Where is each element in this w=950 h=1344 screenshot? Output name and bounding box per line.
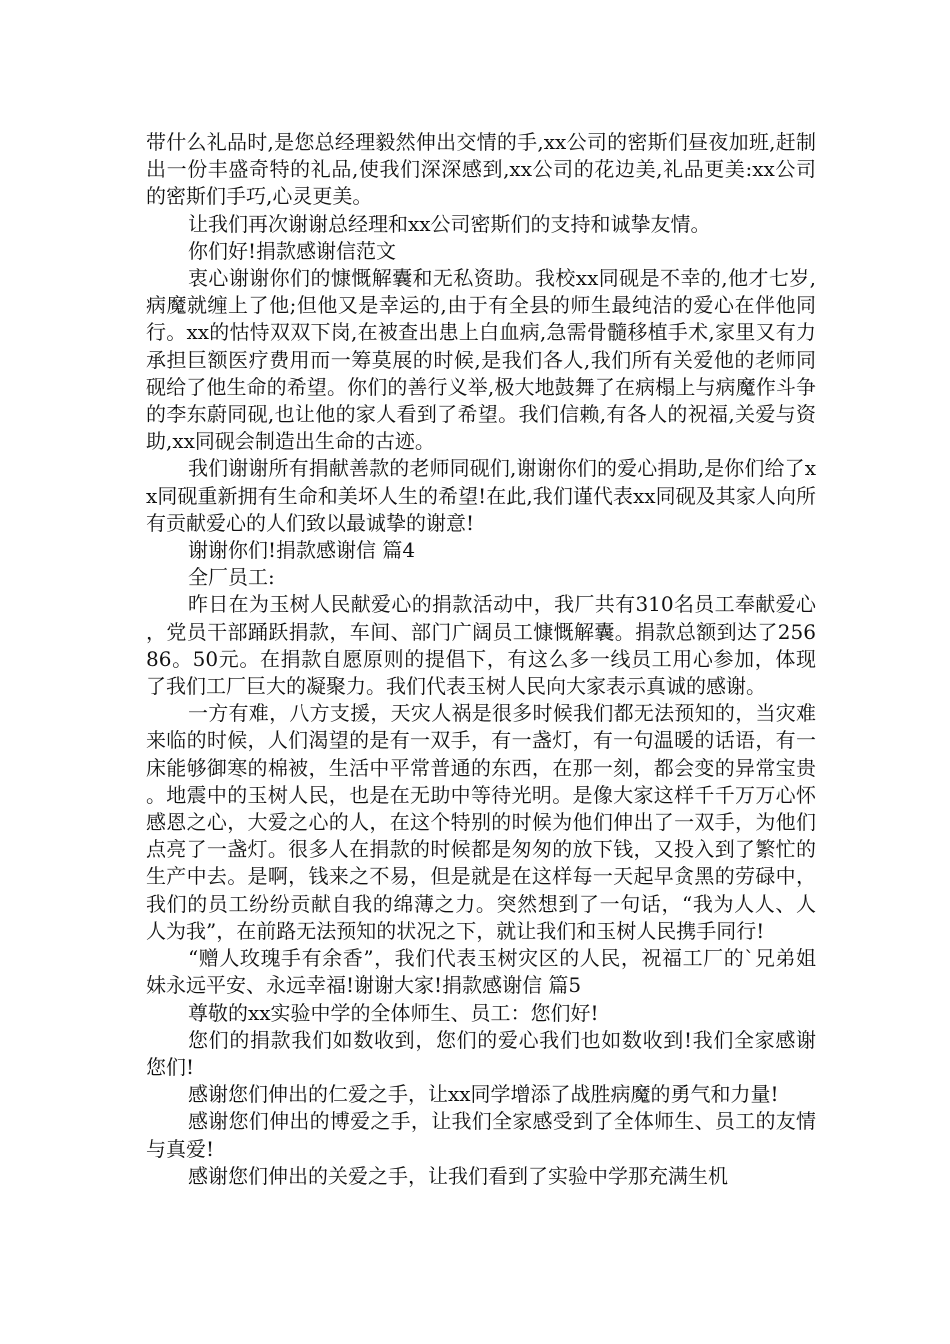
paragraph-2: 让我们再次谢谢总经理和xx公司密斯们的支持和诚挚友情。 (188, 211, 711, 236)
paragraph-9: 一方有难，八方支援，天灾人祸是很多时候我们都无法预知的，当灾难来临的时候，人们渴望的是有一双手，有一盏灯，有一句温暖的话语，有一床能够御寒的棉被，生活中平常普通的东西，在那一刻，都会变的异常宝贵。地震中的玉树人民，也是在无助中等待光明。是像大家这样千千万万心怀感恩之心，大爱之心的人，在这个特别的时候为他们伸出了一双手，为他们点亮了一盏灯。很多人在捐款的时候都是匆匆的放下钱，又投入到了繁忙的生产中去。是啊，钱来之不易，但是就是在这样每一天起早贪黑的劳碌中，我们的员工纷纷贡献自我的绵薄之力。突然想到了一句话，“我为人人、人人为我”，在前路无法预知的状况之下，就让我们和玉树人民携手同行! (146, 701, 816, 943)
paragraph-3: 你们好!捐款感谢信范文 (188, 238, 397, 263)
section-heading-4: 谢谢你们!捐款感谢信 篇4 (188, 538, 416, 563)
paragraph-12: 您们的捐款我们如数收到，您们的爱心我们也如数收到!我们全家感谢您们! (146, 1027, 816, 1079)
salutation-2: 尊敬的xx实验中学的全体师生、员工：您们好! (188, 1000, 599, 1025)
paragraph-15: 感谢您们伸出的关爱之手，让我们看到了实验中学那充满生机 (188, 1163, 728, 1188)
paragraph-8: 昨日在为玉树人民献爱心的捐款活动中，我厂共有310名员工奉献爱心，党员干部踊跃捐款，车间、部门广阔员工慷慨解囊。捐款总额到达了25686。50元。在捐款自愿原则的提倡下，有这么多一线员工用心参加，体现了我们工厂巨大的凝聚力。我们代表玉树人民向大家表示真诚的感谢。 (146, 592, 816, 699)
paragraph-1: 带什么礼品时,是您总经理毅然伸出交情的手,xx公司的密斯们昼夜加班,赶制出一份丰盛奇特的礼品,使我们深深感到,xx公司的花边美,礼品更美:xx公司的密斯们手巧,心灵更美。 (146, 130, 816, 209)
salutation: 全厂员工: (188, 565, 275, 590)
document-body (146, 129, 816, 1190)
paragraph-5: 我们谢谢所有捐献善款的老师同砚们,谢谢你们的爱心捐助,是你们给了xx同砚重新拥有生命和美坏人生的希望!在此,我们谨代表xx同砚及其家人向所有贡献爱心的人们致以最诚挚的谢意! (146, 456, 816, 535)
paragraph-10: “赠人玫瑰手有余香”，我们代表玉树灾区的人民，祝福工厂的`兄弟姐妹永远平安、永远幸福!谢谢大家!捐款感谢信 篇5 (146, 946, 816, 998)
paragraph-14: 感谢您们伸出的博爱之手，让我们全家感受到了全体师生、员工的友情与真爱! (146, 1109, 816, 1161)
paragraph-4: 衷心谢谢你们的慷慨解囊和无私资助。我校xx同砚是不幸的,他才七岁,病魔就缠上了他;但他又是幸运的,由于有全县的师生最纯洁的爱心在伴他同行。xx的怙恃双双下岗,在被查出患上白血病,急需骨髓移植手术,家里又有力承担巨额医疗费用而一筹莫展的时候,是我们各人,我们所有关爱他的老师同砚给了他生命的希望。你们的善行义举,极大地鼓舞了在病榻上与病魔作斗争的李东蔚同砚,也让他的家人看到了希望。我们信赖,有各人的祝福,关爱与资助,xx同砚会制造出生命的古迹。 (146, 266, 816, 454)
paragraph-13: 感谢您们伸出的仁爱之手，让xx同学增添了战胜病魔的勇气和力量! (188, 1082, 779, 1107)
